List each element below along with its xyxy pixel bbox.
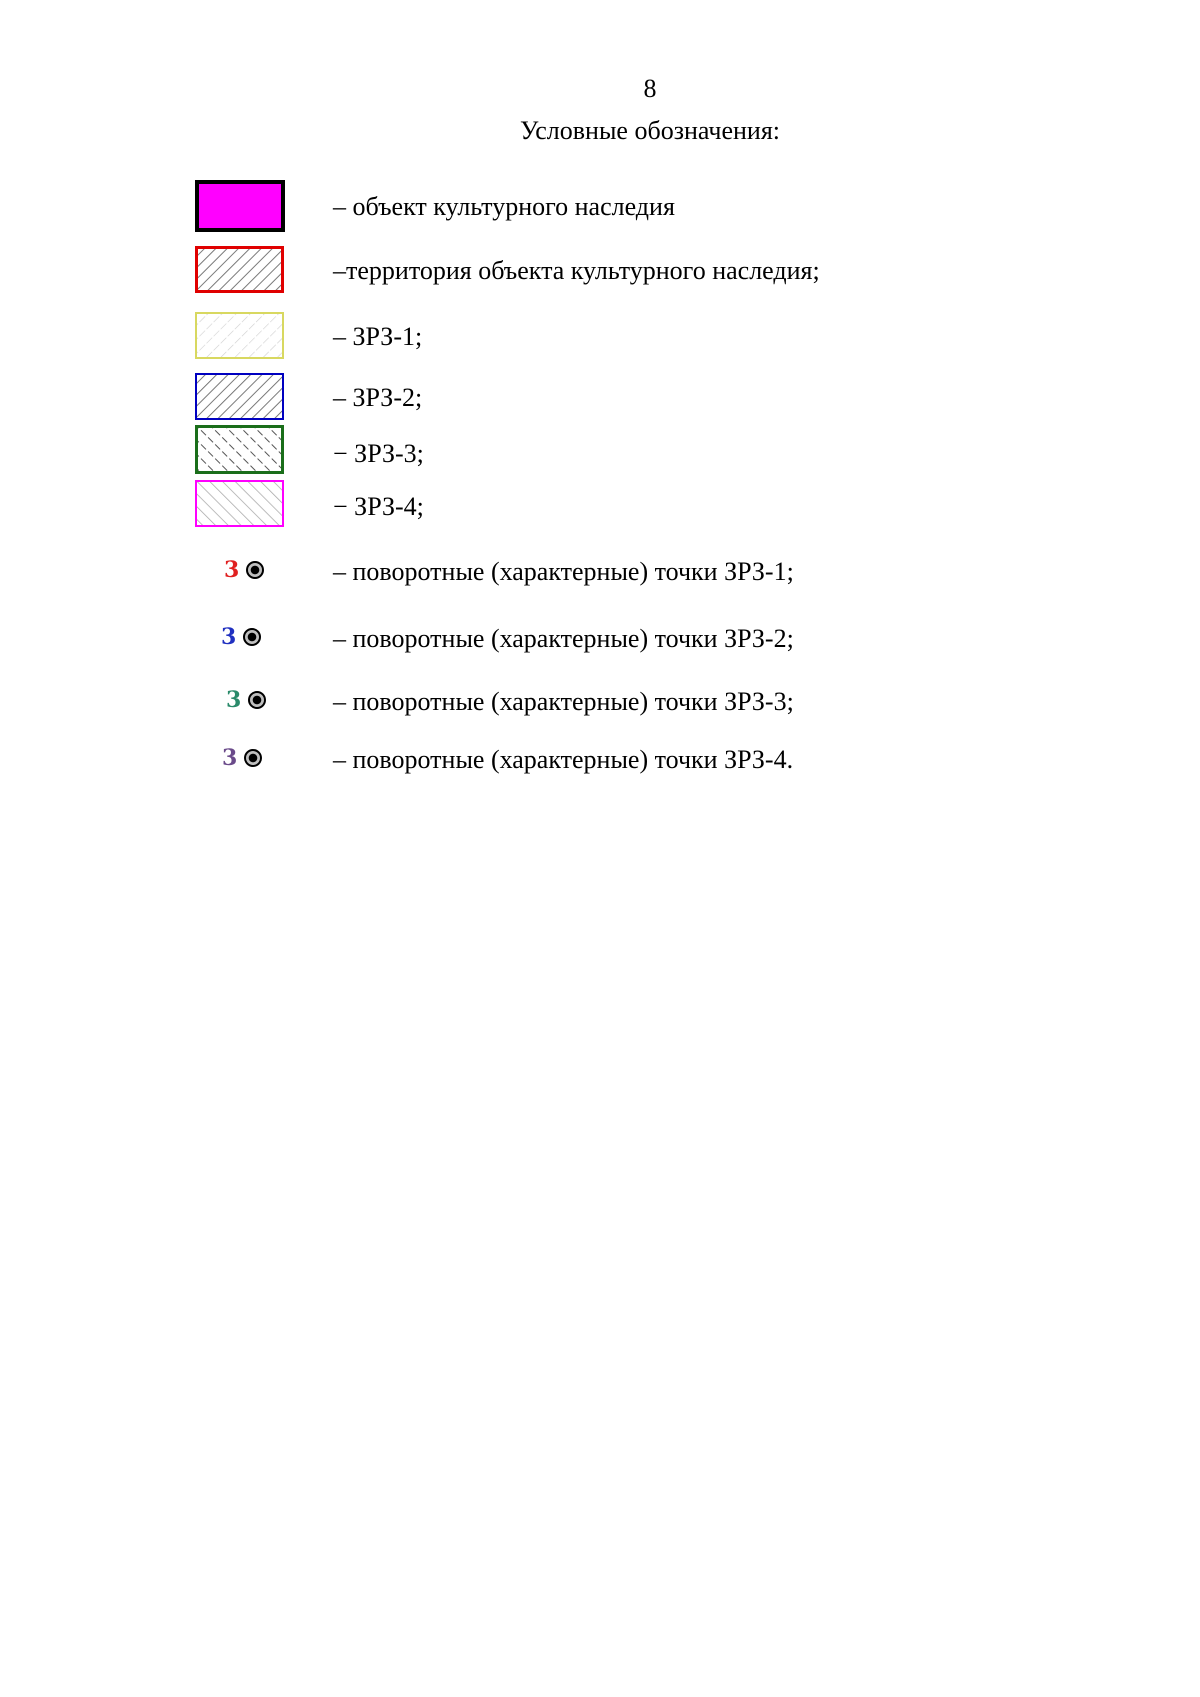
target-point-icon [248, 691, 266, 709]
point-number: 3 [222, 745, 238, 771]
target-point-icon [244, 749, 262, 767]
legend-row-zrz-3 [0, 425, 1200, 485]
swatch-fill [196, 481, 283, 526]
legend-row-heritage-object [0, 180, 1200, 240]
swatch-fill [197, 427, 283, 473]
legend-row-points-zrz-4 [0, 741, 1200, 801]
point-number: 3 [226, 687, 242, 713]
page-number: 8 [643, 74, 657, 103]
legend-row-heritage-territory [0, 246, 1200, 306]
point-number: 3 [221, 624, 237, 650]
swatch-fill [197, 182, 283, 230]
target-point-icon [243, 628, 261, 646]
point-symbol-zrz-3 [226, 689, 266, 711]
swatch-heritage-object [195, 180, 285, 232]
point-number: 3 [224, 557, 240, 583]
legend-label-heritage-territory: –территория объекта культурного наследия; [333, 256, 820, 285]
swatch-zrz-2 [195, 373, 285, 421]
swatch-heritage-territory [195, 246, 285, 294]
legend-label-heritage-object: – объект культурного наследия [333, 192, 675, 221]
legend-label-zrz-1: – ЗРЗ-1; [333, 322, 423, 351]
legend-row-zrz-1 [0, 312, 1200, 372]
legend-row-zrz-4 [0, 480, 1200, 540]
swatch-zrz-4 [195, 480, 285, 528]
swatch-fill [197, 248, 283, 292]
legend-row-points-zrz-2 [0, 620, 1200, 680]
swatch-zrz-3 [195, 425, 285, 475]
point-symbol-zrz-2 [221, 626, 261, 648]
legend-label-zrz-4: − ЗРЗ-4; [333, 492, 424, 521]
legend-row-points-zrz-3 [0, 683, 1200, 743]
legend-row-points-zrz-1 [0, 553, 1200, 613]
swatch-fill [196, 313, 283, 358]
legend-title: Условные обозначения: [519, 116, 781, 145]
legend-label-zrz-2: – ЗРЗ-2; [333, 383, 423, 412]
legend-label-points-zrz-3: – поворотные (характерные) точки ЗРЗ-3; [333, 687, 794, 716]
legend-label-zrz-3: − ЗРЗ-3; [333, 439, 424, 468]
legend-label-points-zrz-2: – поворотные (характерные) точки ЗРЗ-2; [333, 624, 794, 653]
legend-label-points-zrz-4: – поворотные (характерные) точки ЗРЗ-4. [333, 745, 794, 774]
legend-label-points-zrz-1: – поворотные (характерные) точки ЗРЗ-1; [333, 557, 794, 586]
point-symbol-zrz-1 [224, 559, 264, 581]
swatch-fill [196, 374, 283, 419]
point-symbol-zrz-4 [222, 747, 262, 769]
target-point-icon [246, 561, 264, 579]
swatch-zrz-1 [195, 312, 285, 360]
legend-row-zrz-2 [0, 373, 1200, 433]
